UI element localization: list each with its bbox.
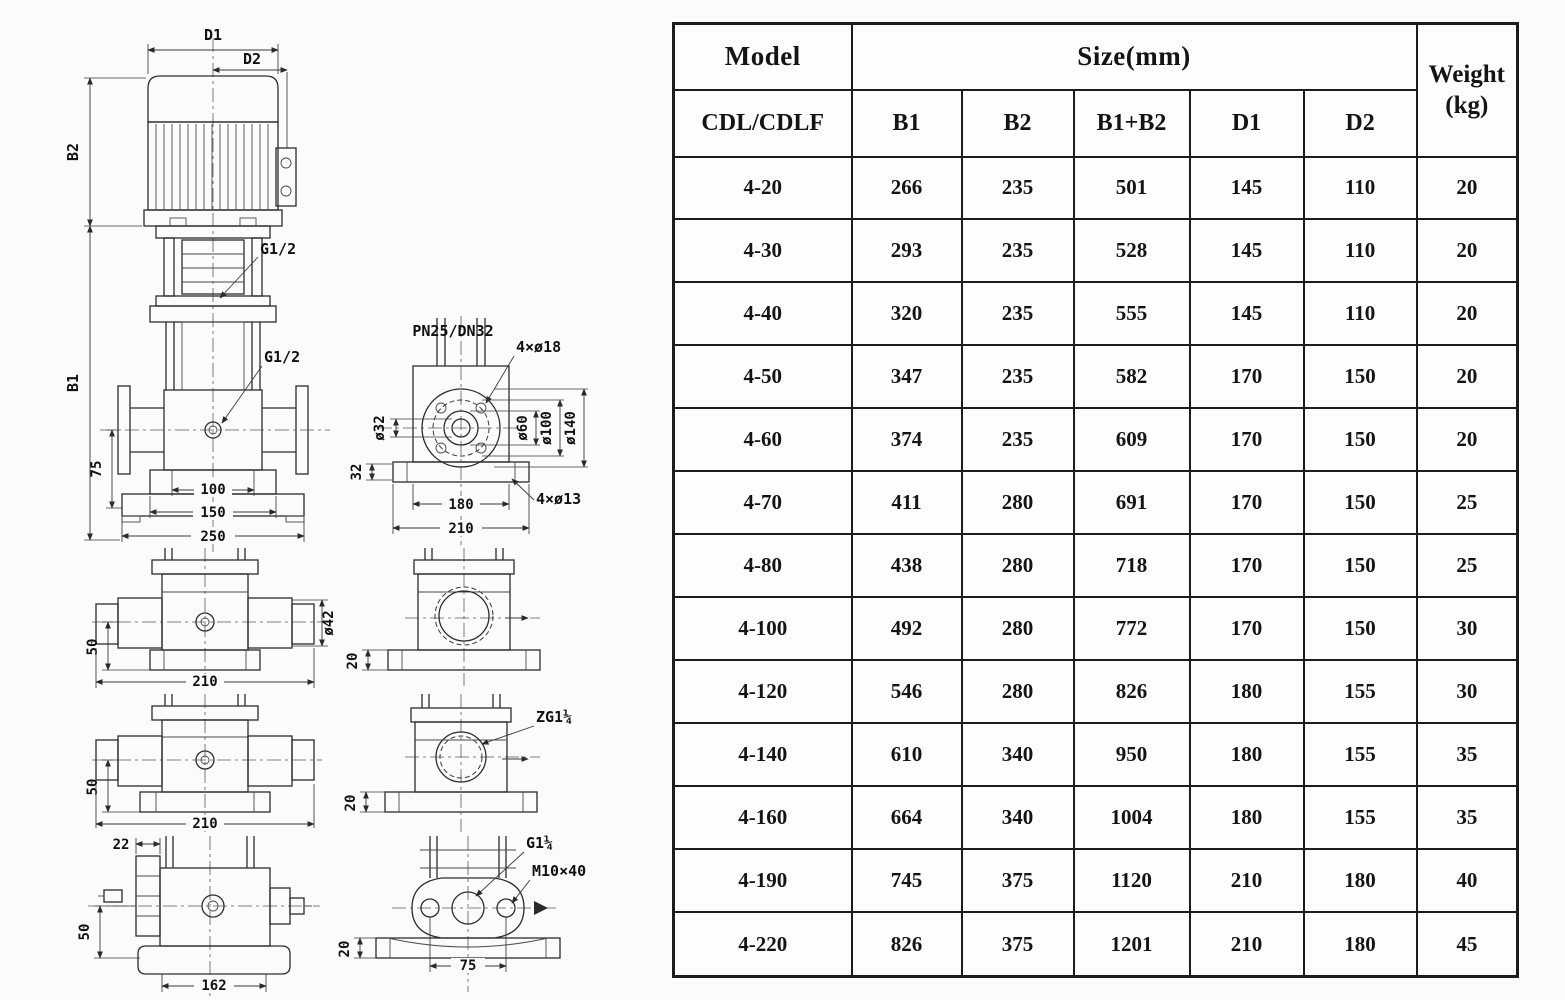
table-row [674,282,1518,345]
value-cell: 280 [962,597,1074,660]
header-col-d1: D1 [1190,90,1304,157]
value-cell: 826 [852,912,962,976]
value-cell: 1004 [1074,786,1190,849]
value-cell: 180 [1190,723,1304,786]
table-row [674,534,1518,597]
value-cell: 582 [1074,345,1190,408]
value-cell: 235 [962,219,1074,282]
dim-label-50: 50 [85,778,101,796]
value-cell: 492 [852,597,962,660]
value-cell: 150 [1304,471,1417,534]
dim-label-180: 180 [448,497,474,513]
header-weight-line1: Weight [1428,61,1506,88]
dimension-table [672,22,1519,978]
value-cell: 180 [1190,660,1304,723]
value-cell: 180 [1304,912,1417,976]
dim-label-b1: B1 [64,373,82,393]
value-cell: 438 [852,534,962,597]
dim-label-50: 50 [77,923,93,941]
model-cell: 4-140 [674,723,852,786]
table-row [674,723,1518,786]
base-view [77,836,320,996]
model-cell: 4-190 [674,849,852,912]
value-cell: 35 [1417,786,1518,849]
value-cell: 210 [1190,912,1304,976]
port-label-g12-top: G1/2 [260,240,297,258]
dia-label-32: ø32 [372,415,388,441]
value-cell: 180 [1304,849,1417,912]
value-cell: 155 [1304,786,1417,849]
value-cell: 20 [1417,345,1518,408]
header-size-group: Size(mm) [852,24,1417,90]
port-label-g114: G1¼ [526,834,554,852]
value-cell: 155 [1304,723,1417,786]
header-col-b1b2: B1+B2 [1074,90,1190,157]
value-cell: 210 [1190,849,1304,912]
port-label-zg114: ZG1¼ [536,708,573,726]
model-cell: 4-120 [674,660,852,723]
table-row [674,660,1518,723]
dia-label-42: ø42 [321,610,337,636]
value-cell: 374 [852,408,962,471]
dim-label-20: 20 [345,652,361,670]
value-cell: 235 [962,157,1074,220]
value-cell: 145 [1190,157,1304,220]
value-cell: 20 [1417,282,1518,345]
dim-label-210: 210 [192,674,218,690]
value-cell: 110 [1304,157,1417,220]
flow-arrow-icon [534,901,548,915]
value-cell: 110 [1304,282,1417,345]
section-view-2 [85,694,322,832]
value-cell: 145 [1190,282,1304,345]
table-row [674,849,1518,912]
dim-label-32: 32 [349,463,365,481]
dim-label-20: 20 [343,794,359,812]
header-model: Model [674,24,852,90]
model-cell: 4-60 [674,408,852,471]
dim-label-75: 75 [89,460,105,478]
value-cell: 150 [1304,597,1417,660]
table-row [674,597,1518,660]
value-cell: 30 [1417,660,1518,723]
value-cell: 280 [962,660,1074,723]
model-cell: 4-50 [674,345,852,408]
model-cell: 4-100 [674,597,852,660]
value-cell: 235 [962,345,1074,408]
value-cell: 170 [1190,345,1304,408]
dia-label-60: ø60 [515,415,531,441]
header-weight [1417,24,1518,157]
dia-label-140: ø140 [563,411,579,445]
flange-rating-label: PN25/DN32 [412,322,494,340]
value-cell: 170 [1190,471,1304,534]
model-cell: 4-40 [674,282,852,345]
bolt-label-m10x40: M10×40 [532,862,587,880]
value-cell: 20 [1417,408,1518,471]
value-cell: 280 [962,534,1074,597]
value-cell: 718 [1074,534,1190,597]
value-cell: 340 [962,786,1074,849]
table-header-row-2 [674,90,1518,157]
model-cell: 4-70 [674,471,852,534]
value-cell: 20 [1417,219,1518,282]
value-cell: 411 [852,471,962,534]
value-cell: 826 [1074,660,1190,723]
header-col-b2: B2 [962,90,1074,157]
value-cell: 340 [962,723,1074,786]
dim-label-22: 22 [112,837,130,853]
model-cell: 4-80 [674,534,852,597]
value-cell: 180 [1190,786,1304,849]
dia-label-100: ø100 [539,411,555,445]
value-cell: 347 [852,345,962,408]
dim-label-210: 210 [192,816,218,832]
table-row [674,219,1518,282]
dim-label-75: 75 [459,958,477,974]
table-row [674,786,1518,849]
model-cell: 4-30 [674,219,852,282]
value-cell: 664 [852,786,962,849]
flange-top-view [349,316,588,545]
value-cell: 235 [962,282,1074,345]
dim-label-162: 162 [201,978,227,994]
value-cell: 375 [962,912,1074,976]
value-cell: 145 [1190,219,1304,282]
value-cell: 25 [1417,534,1518,597]
value-cell: 1120 [1074,849,1190,912]
value-cell: 266 [852,157,962,220]
pump-front-view [64,26,330,556]
value-cell: 40 [1417,849,1518,912]
dim-label-100: 100 [200,482,226,498]
oval-flange-view [337,834,586,992]
value-cell: 30 [1417,597,1518,660]
port-label-g12-mid: G1/2 [264,348,301,366]
value-cell: 150 [1304,345,1417,408]
value-cell: 170 [1190,534,1304,597]
value-cell: 950 [1074,723,1190,786]
table-row [674,912,1518,976]
port-view-2 [343,694,572,832]
model-cell: 4-160 [674,786,852,849]
header-model-sub: CDL/CDLF [674,90,852,157]
value-cell: 293 [852,219,962,282]
dim-label-d1: D1 [203,26,223,44]
engineering-drawings [0,0,660,1000]
table-row [674,345,1518,408]
model-cell: 4-20 [674,157,852,220]
dim-label-50: 50 [85,638,101,656]
bolt-label-4x18: 4×ø18 [516,338,562,356]
dim-label-210: 210 [448,521,474,537]
dim-label-250: 250 [200,529,226,545]
value-cell: 150 [1304,534,1417,597]
value-cell: 235 [962,408,1074,471]
value-cell: 280 [962,471,1074,534]
header-col-b1: B1 [852,90,962,157]
value-cell: 155 [1304,660,1417,723]
value-cell: 320 [852,282,962,345]
value-cell: 528 [1074,219,1190,282]
value-cell: 745 [852,849,962,912]
value-cell: 546 [852,660,962,723]
value-cell: 20 [1417,157,1518,220]
value-cell: 45 [1417,912,1518,976]
value-cell: 25 [1417,471,1518,534]
value-cell: 35 [1417,723,1518,786]
value-cell: 170 [1190,408,1304,471]
dim-label-d2: D2 [242,50,262,68]
model-cell: 4-220 [674,912,852,976]
table-header-row-1 [674,24,1518,90]
section-view-1 [85,548,337,690]
table-row [674,471,1518,534]
value-cell: 170 [1190,597,1304,660]
value-cell: 110 [1304,219,1417,282]
dim-label-20: 20 [337,940,353,958]
dim-label-b2: B2 [64,142,82,162]
value-cell: 1201 [1074,912,1190,976]
table-row [674,408,1518,471]
value-cell: 609 [1074,408,1190,471]
value-cell: 610 [852,723,962,786]
table-row [674,157,1518,220]
port-view-1 [345,548,540,686]
value-cell: 501 [1074,157,1190,220]
bolt-label-4x13: 4×ø13 [536,490,582,508]
header-weight-line2: (kg) [1445,92,1489,120]
value-cell: 772 [1074,597,1190,660]
value-cell: 555 [1074,282,1190,345]
dim-label-150: 150 [200,505,226,521]
value-cell: 691 [1074,471,1190,534]
value-cell: 375 [962,849,1074,912]
header-col-d2: D2 [1304,90,1417,157]
value-cell: 150 [1304,408,1417,471]
